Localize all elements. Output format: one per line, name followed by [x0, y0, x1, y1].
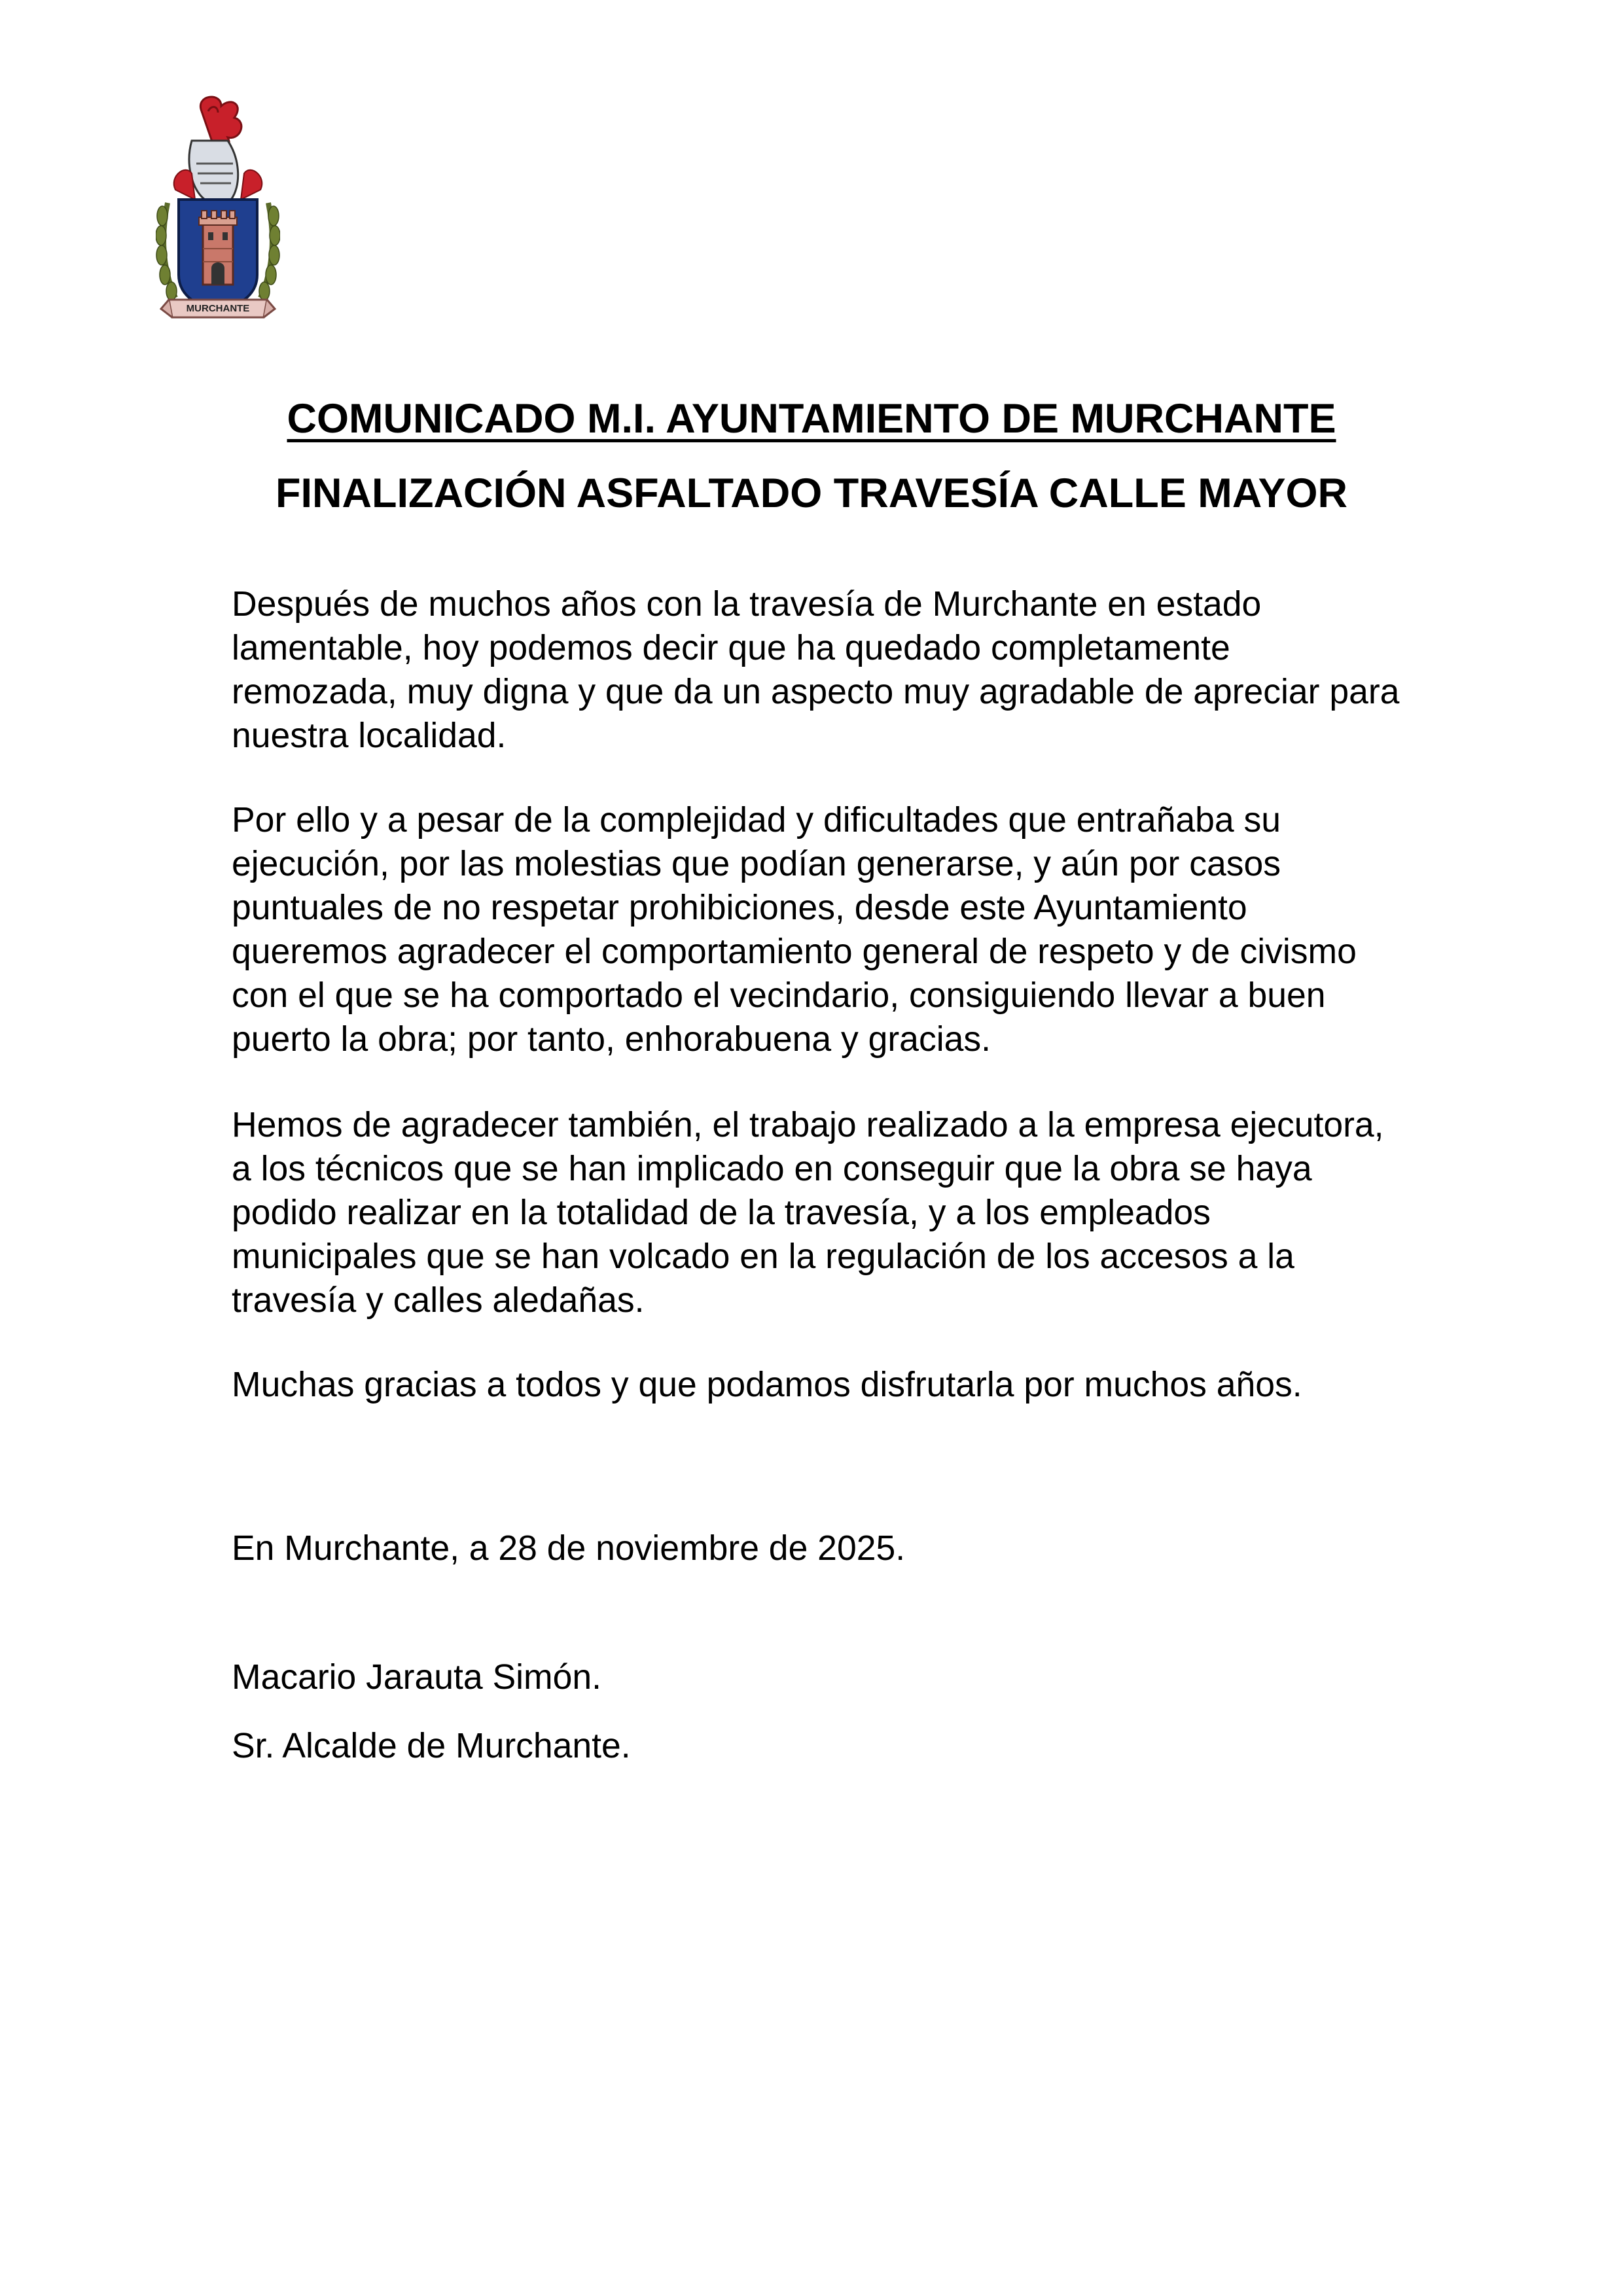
paragraph-thanks-neighbors: Por ello y a pesar de la complejidad y dificultades que entrañaba su ejecución, por las molestias que podían generarse, y aún por casos puntuales de no respetar prohibiciones, desde este Ayuntamiento queremos agradecer el comportamiento general de respeto y de civismo con el que se ha comportado el vecindario, consiguiendo llevar a buen puerto la obra; por tanto, enhorabuena y gracias.: [232, 801, 1357, 1059]
paragraph-closing-thanks: Muchas gracias a todos y que podamos disfrutarla por muchos años.: [232, 1366, 1302, 1404]
document-title: COMUNICADO M.I. AYUNTAMIENTO DE MURCHANTE: [287, 396, 1336, 442]
document-subtitle: FINALIZACIÓN ASFALTADO TRAVESÍA CALLE MAYOR: [276, 470, 1347, 516]
paragraph-thanks-workers: Hemos de agradecer también, el trabajo realizado a la empresa ejecutora, a los técnicos que se han implicado en conseguir que la obra se haya podido realizar en la totalidad de la travesía, y a los empleados municipales que se han volcado en la regulación de los accesos a la travesía y calles aledañas.: [232, 1106, 1384, 1320]
signatory-name: Macario Jarauta Simón.: [232, 1658, 601, 1697]
crest-ribbon-label: MURCHANTE: [186, 303, 250, 314]
municipal-crest: [156, 92, 280, 327]
crest-emblem-icon: [156, 92, 280, 327]
paragraph-intro: Después de muchos años con la travesía de Murchante en estado lamentable, hoy podemos decir que ha quedado completamente remozada, muy digna y que da un aspecto muy agradable de apreciar para nuestra localidad.: [232, 585, 1400, 755]
place-date: En Murchante, a 28 de noviembre de 2025.: [232, 1529, 906, 1568]
signatory-role: Sr. Alcalde de Murchante.: [232, 1727, 631, 1765]
